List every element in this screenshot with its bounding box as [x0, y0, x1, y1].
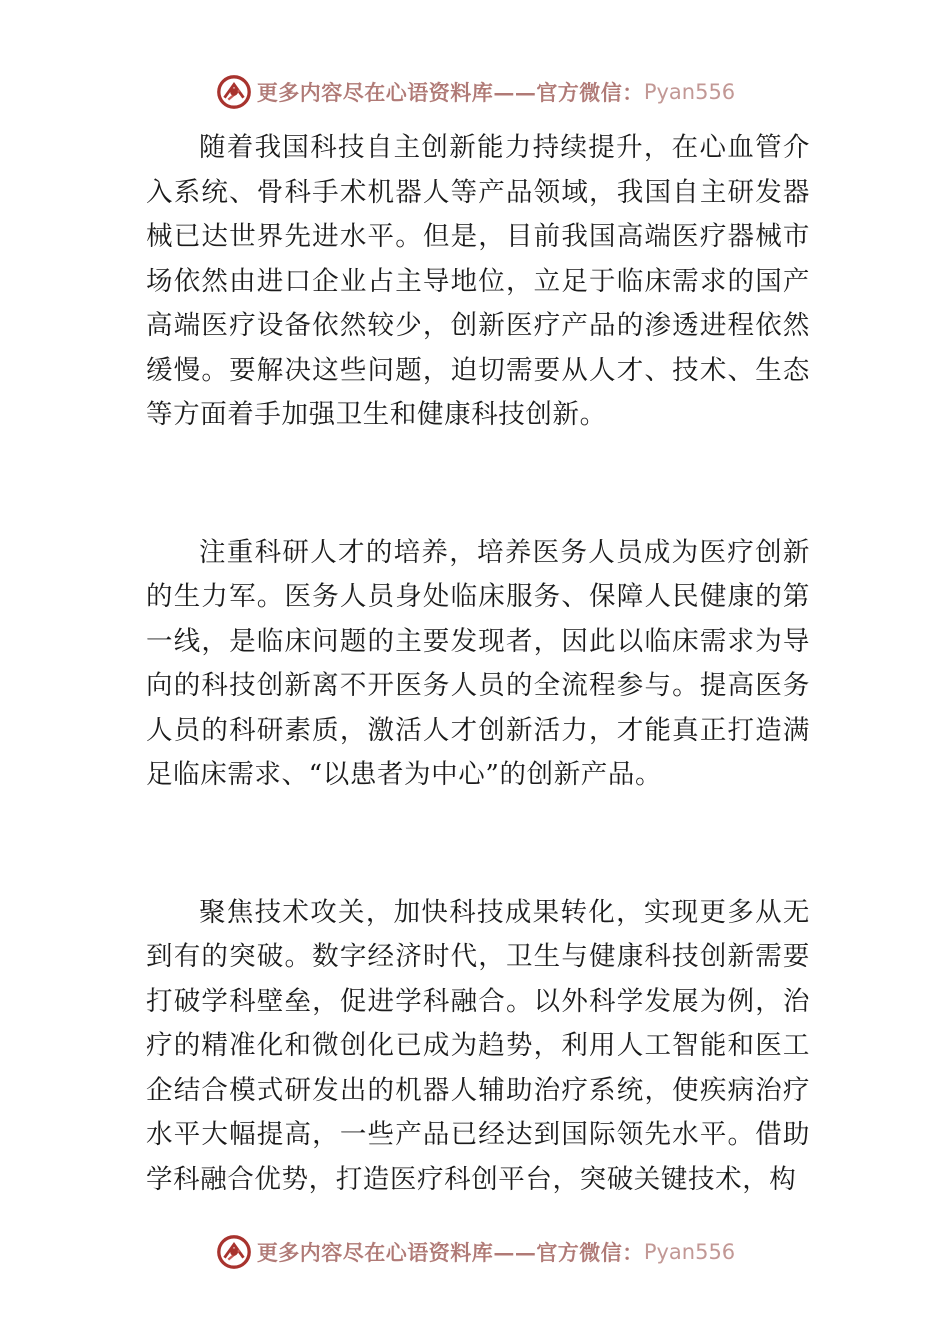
- logo-icon: [215, 73, 253, 111]
- wechat-id: Pyan556: [643, 1240, 736, 1264]
- footer-banner: [0, 1232, 950, 1272]
- logo-icon: [215, 1233, 253, 1271]
- paragraph-1: 随着我国科技自主创新能力持续提升，在心血管介入系统、骨科手术机器人等产品领域，我国自主研发器械已达世界先进水平。但是，目前我国高端医疗器械市场依然由进口企业占主导地位，立足于临床需求的国产高端医疗设备依然较少，创新医疗产品的渗透进程依然缓慢。要解决这些问题，迫切需要从人才、技术、生态等方面着手加强卫生和健康科技创新。: [146, 132, 810, 430]
- header-banner: [0, 72, 950, 112]
- wechat-id: Pyan556: [643, 80, 736, 104]
- banner-dash: ——: [493, 1239, 537, 1265]
- paragraph-3: 聚焦技术攻关，加快科技成果转化，实现更多从无到有的突破。数字经济时代，卫生与健康科技创新需要打破学科壁垒，促进学科融合。以外科学发展为例，治疗的精准化和微创化已成为趋势，利用人工智能和医工企结合模式研发出的机器人辅助治疗系统，使疾病治疗水平大幅提高，一些产品已经达到国际领先水平。借助学科融合优势，打造医疗科创平台，突破关键技术，构: [146, 896, 810, 1195]
- wechat-label: 官方微信：: [536, 1240, 644, 1265]
- site-name: 更多内容尽在心语资料库: [256, 80, 494, 105]
- wechat-label: 官方微信：: [536, 80, 644, 105]
- paragraph-2: 注重科研人才的培养，培养医务人员成为医疗创新的生力军。医务人员身处临床服务、保障人民健康的第一线，是临床问题的主要发现者，因此以临床需求为导向的科技创新离不开医务人员的全流程参与。提高医务人员的科研素质，激活人才创新活力，才能真正打造满足临床需求、“以患者为中心”的创新产品。: [146, 536, 810, 790]
- document-body: [146, 126, 810, 1202]
- banner-dash: ——: [493, 79, 537, 105]
- site-name: 更多内容尽在心语资料库: [256, 1240, 494, 1265]
